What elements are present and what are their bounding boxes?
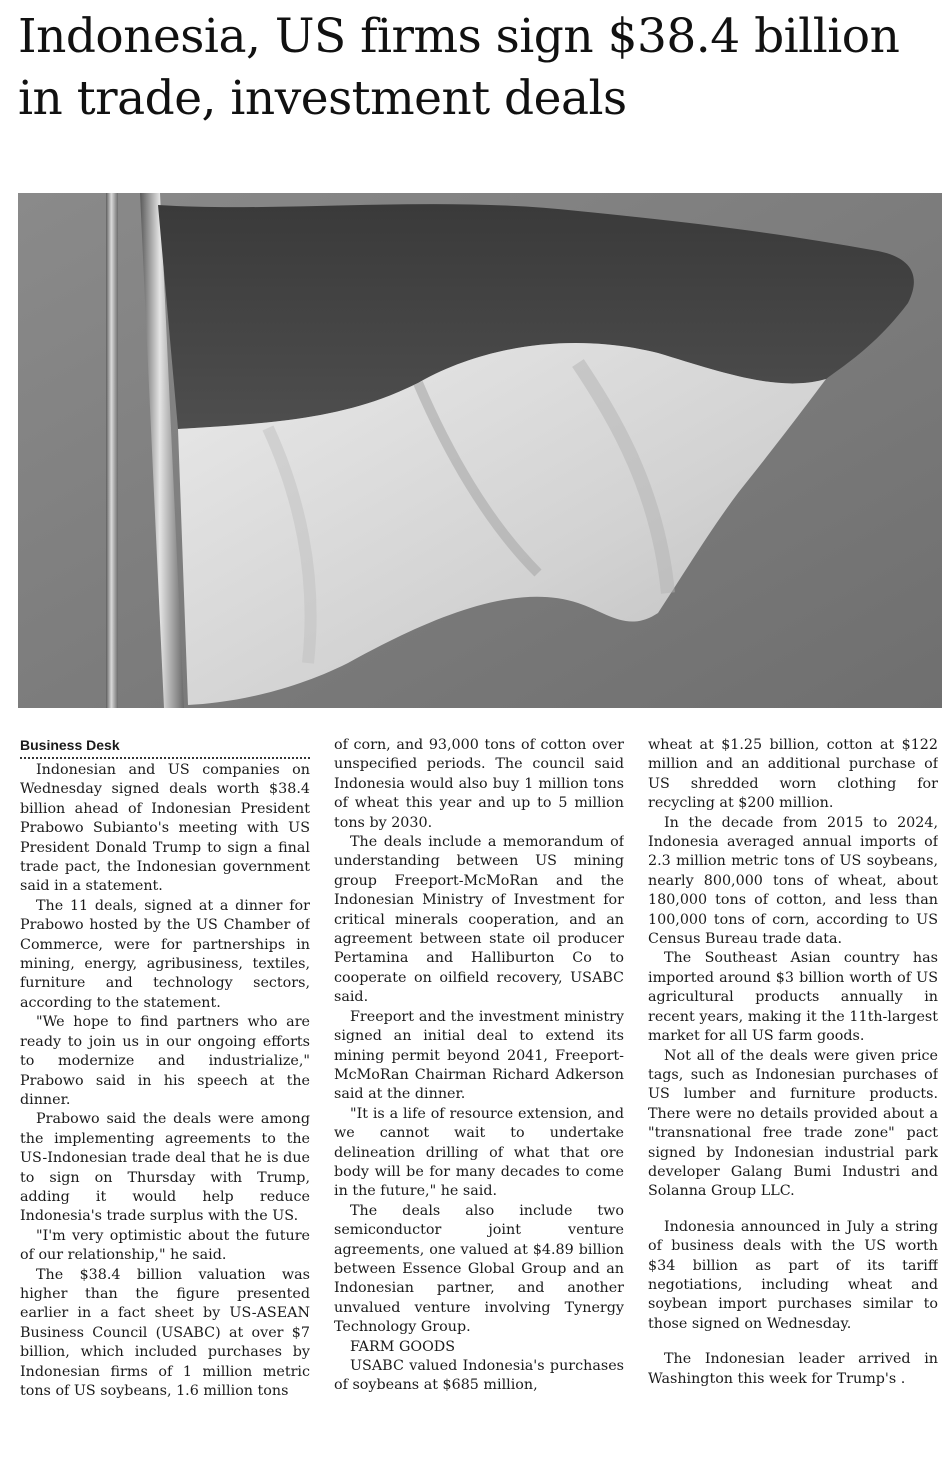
flag-icon bbox=[18, 193, 942, 708]
paragraph-continuation: wheat at $1.25 billion, cotton at $122 million and an additional purchase of US shredded worn clothing for recycling at $200 million. bbox=[648, 737, 938, 812]
paragraph-continuation: of corn, and 93,000 tons of cotton over unspecified periods. The council said Indonesia would also buy 1 million tons of wheat this year and up to 5 million tons by 2030. bbox=[334, 737, 624, 831]
paragraph: In the decade from 2015 to 2024, Indonesia averaged annual imports of 2.3 million metric tons of US soybeans, nearly 800,000 tons of wheat, about 180,000 tons of cotton, and less than 100,000 tons of corn, according to US Census Bureau trade data. bbox=[648, 814, 938, 948]
paragraph: Prabowo said the deals were among the implementing agreements to the US-Indonesian trade deal that he is due to sign on Thursday with Trump, adding it would help reduce Indonesia's trade surplus with the US. bbox=[20, 1111, 310, 1225]
paragraph: Indonesian and US companies on Wednesday signed deals worth $38.4 billion ahead of Indonesian President Prabowo Subianto's meeting with US President Donald Trump to sign a final trade pact, the Indonesian government said in a statement. bbox=[20, 762, 310, 895]
paragraph: The Southeast Asian country has imported around $3 billion worth of US agricultural products annually in recent years, making it the 11th-largest market for all US farm goods. bbox=[648, 950, 938, 1045]
column-2 bbox=[334, 736, 624, 1461]
paragraph: "It is a life of resource extension, and we cannot wait to undertake delineation drilling of what that ore body will be for many decades to come in the future," he said. bbox=[334, 1105, 624, 1200]
flag-photo bbox=[18, 193, 942, 708]
subhead: FARM GOODS bbox=[350, 1338, 456, 1355]
paragraph: The Indonesian leader arrived in Washington this week for Trump's . bbox=[648, 1351, 938, 1387]
paragraph: "We hope to find partners who are ready to join us in our ongoing efforts to modernize and industrialize," Prabowo said in his speech at the dinner. bbox=[20, 1014, 310, 1108]
paragraph: The 11 deals, signed at a dinner for Prabowo hosted by the US Chamber of Commerce, were for partnerships in mining, energy, agribusiness, textiles, furniture and technology sectors, according to the statement. bbox=[20, 897, 310, 1011]
paragraph: Not all of the deals were given price tags, such as Indonesian purchases of US lumber and furniture products. There were no details provided about a "transnational free trade zone" pact signed by Indonesian industrial park developer Galang Bumi Industri and Solanna Group LLC. bbox=[648, 1047, 938, 1200]
paragraph: The deals also include two semiconductor joint venture agreements, one valued at $4.89 billion between Essence Global Group and an Indonesian partner, and another unvalued venture involving Tynergy Technology Group. bbox=[334, 1202, 624, 1336]
paragraph: Freeport and the investment ministry signed an initial deal to extend its mining permit beyond 2041, Freeport-McMoRan Chairman Richard Adkerson said at the dinner. bbox=[334, 1008, 624, 1103]
headline: Indonesia, US firms sign $38.4 billion in trade, investment deals bbox=[18, 9, 900, 126]
byline: Business Desk bbox=[20, 736, 310, 759]
paragraph: "I'm very optimistic about the future of our relationship," he said. bbox=[20, 1227, 310, 1264]
column-1 bbox=[20, 736, 310, 1461]
paragraph: The $38.4 billion valuation was higher than the figure presented earlier in a fact sheet by US-ASEAN Business Council (USABC) at over $7 billion, which included purchases by Indonesian firms of 1 million metric tons of US soybeans, 1.6 million tons bbox=[20, 1266, 310, 1399]
paragraph: The deals include a memorandum of understanding between US mining group Freeport-McMoRan and the Indonesian Ministry of Investment for critical minerals cooperation, and an agreement between state oil producer Pertamina and Halliburton Co to cooperate on oilfield recovery, USABC said. bbox=[334, 834, 624, 1006]
column-3 bbox=[648, 736, 938, 1461]
paragraph: USABC valued Indonesia's purchases of soybeans at $685 million, bbox=[334, 1358, 624, 1394]
paragraph: Indonesia announced in July a string of business deals with the US worth $34 billion as part of its tariff negotiations, including wheat and soybean import purchases similar to those signed on Wednesday. bbox=[648, 1218, 938, 1332]
